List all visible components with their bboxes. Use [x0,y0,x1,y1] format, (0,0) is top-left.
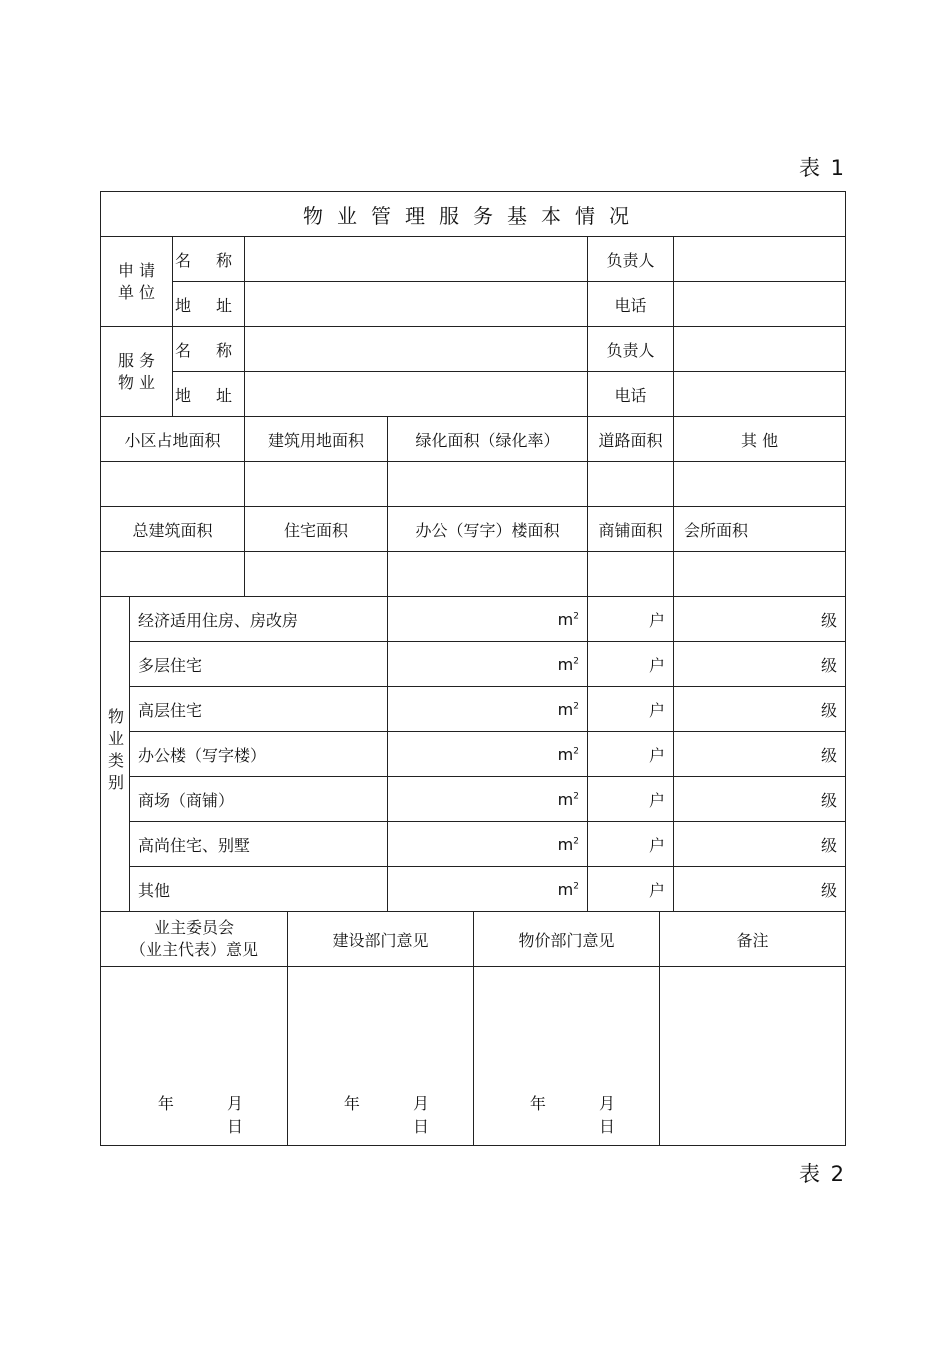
area-value-field[interactable] [388,552,588,597]
households-field[interactable]: 户 [588,732,674,777]
level-field[interactable]: 级 [674,822,846,867]
level-field[interactable]: 级 [674,642,846,687]
area-value-field[interactable] [101,552,245,597]
service-name-label: 名 称 [173,327,245,372]
category-name: 高尚住宅、别墅 [130,822,388,867]
households-field[interactable]: 户 [588,687,674,732]
remarks-header: 备注 [660,912,846,967]
owners-opinion-header: 业主委员会 （业主代表）意见 [101,912,288,967]
form-table [100,191,846,912]
area-value-field[interactable] [388,462,588,507]
form-title: 物业管理服务基本情况 [101,192,846,237]
area-value-field[interactable] [245,552,388,597]
service-name-field[interactable] [245,327,588,372]
service-phone-label: 电话 [588,372,674,417]
table-number-2: 表 2 [798,1162,846,1186]
households-field[interactable]: 户 [588,642,674,687]
owners-opinion-field[interactable] [101,967,288,1146]
date-line: 年 月 日 [343,1094,453,1136]
area-header: 道路面积 [588,417,674,462]
date-line: 年 月 日 [529,1094,639,1136]
applicant-name-label: 名 称 [173,237,245,282]
area-value-field[interactable] [101,462,245,507]
opinions-table [100,911,846,1146]
area-unit-field[interactable]: $m^2$ [388,597,588,642]
area-header: 会所面积 [674,507,846,552]
households-field[interactable]: 户 [588,822,674,867]
households-field[interactable]: 户 [588,597,674,642]
category-name: 高层住宅 [130,687,388,732]
households-field[interactable]: 户 [588,867,674,912]
area-value-field[interactable] [245,462,388,507]
area-unit-field[interactable]: $m^2$ [388,642,588,687]
applicant-group-label: 申 请 单 位 [101,237,173,327]
remarks-field[interactable] [660,967,846,1146]
area-unit-field[interactable]: $m^2$ [388,822,588,867]
date-line: 年 月 日 [157,1094,267,1136]
applicant-phone-label: 电话 [588,282,674,327]
property-management-form [100,191,845,1146]
applicant-phone-field[interactable] [674,282,846,327]
level-field[interactable]: 级 [674,867,846,912]
price-opinion-header: 物价部门意见 [474,912,660,967]
area-header: 绿化面积（绿化率） [388,417,588,462]
construction-opinion-header: 建设部门意见 [288,912,474,967]
area-header: 住宅面积 [245,507,388,552]
applicant-address-label: 地 址 [173,282,245,327]
level-field[interactable]: 级 [674,732,846,777]
area-value-field[interactable] [588,552,674,597]
level-field[interactable]: 级 [674,687,846,732]
area-value-field[interactable] [674,552,846,597]
level-field[interactable]: 级 [674,777,846,822]
construction-opinion-field[interactable] [288,967,474,1146]
category-name: 办公楼（写字楼） [130,732,388,777]
service-phone-field[interactable] [674,372,846,417]
level-field[interactable]: 级 [674,597,846,642]
area-value-field[interactable] [588,462,674,507]
applicant-address-field[interactable] [245,282,588,327]
area-header: 小区占地面积 [101,417,245,462]
category-group-label: 物业类别 [101,597,130,912]
category-name: 其他 [130,867,388,912]
area-header: 总建筑面积 [101,507,245,552]
service-manager-label: 负责人 [588,327,674,372]
area-header: 建筑用地面积 [245,417,388,462]
category-name: 经济适用住房、房改房 [130,597,388,642]
applicant-name-field[interactable] [245,237,588,282]
area-unit-field[interactable]: $m^2$ [388,732,588,777]
service-address-label: 地 址 [173,372,245,417]
applicant-manager-label: 负责人 [588,237,674,282]
price-opinion-field[interactable] [474,967,660,1146]
area-unit-field[interactable]: $m^2$ [388,687,588,732]
service-manager-field[interactable] [674,327,846,372]
category-name: 多层住宅 [130,642,388,687]
applicant-manager-field[interactable] [674,237,846,282]
service-group-label: 服 务 物 业 [101,327,173,417]
households-field[interactable]: 户 [588,777,674,822]
service-address-field[interactable] [245,372,588,417]
area-header: 商铺面积 [588,507,674,552]
area-unit-field[interactable]: $m^2$ [388,777,588,822]
area-header: 办公（写字）楼面积 [388,507,588,552]
table-number-1: 表 1 [798,156,846,180]
area-value-field[interactable] [674,462,846,507]
category-name: 商场（商铺） [130,777,388,822]
area-header: 其 他 [674,417,846,462]
area-unit-field[interactable]: $m^2$ [388,867,588,912]
